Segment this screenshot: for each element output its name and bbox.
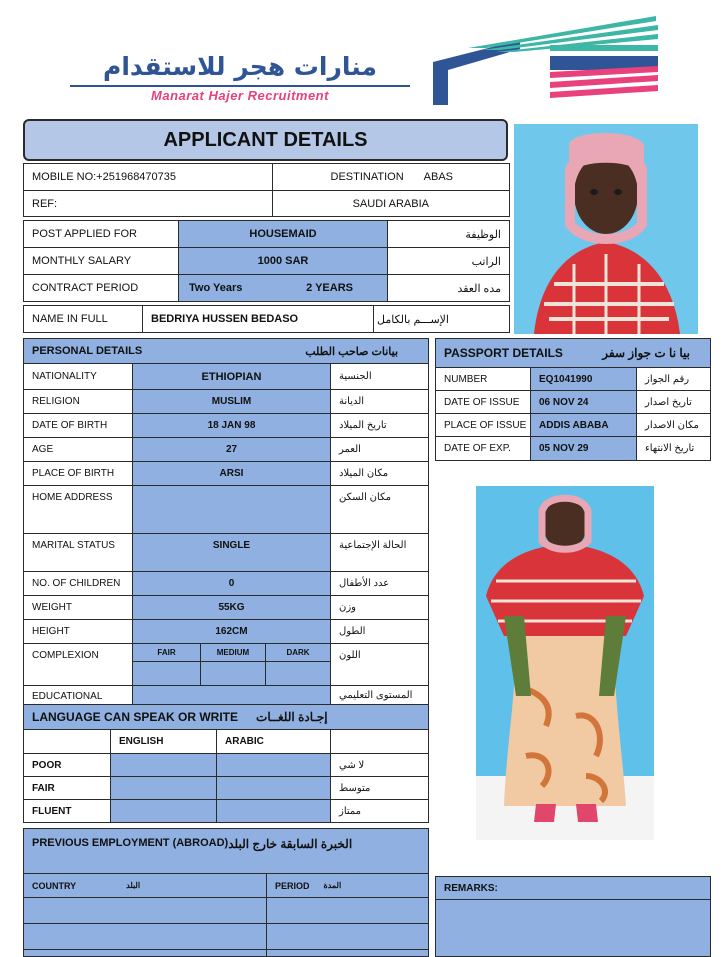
language-fluent-label-arabic: ممتاز bbox=[330, 799, 429, 823]
full-name-value: BEDRIYA HUSSEN BEDASO bbox=[142, 305, 374, 333]
employment-row-country bbox=[23, 949, 267, 957]
weight-arabic: وزن bbox=[330, 595, 429, 620]
salary-label-arabic: الراتب bbox=[387, 247, 510, 275]
dob-label: DATE OF BIRTH bbox=[23, 413, 133, 438]
brand-arabic: منارات هجر للاستقدام bbox=[103, 52, 377, 81]
mobile-number: MOBILE NO:+251968470735 bbox=[23, 163, 273, 191]
destination-country: SAUDI ARABIA bbox=[272, 190, 510, 217]
height-label: HEIGHT bbox=[23, 619, 133, 644]
brand-divider bbox=[70, 85, 410, 87]
nationality-label: NATIONALITY bbox=[23, 363, 133, 390]
education-label: EDUCATIONAL bbox=[23, 685, 133, 705]
applicant-full-body-photo bbox=[476, 486, 654, 840]
passport-number-label: NUMBER bbox=[435, 367, 531, 391]
brand-english: Manarat Hajer Recruitment bbox=[151, 88, 329, 103]
personal-heading-arabic: بيانات صاحب الطلب bbox=[305, 345, 398, 358]
destination-cell bbox=[272, 163, 510, 191]
contract-label-arabic: مده العقد bbox=[387, 274, 510, 302]
passport-exp-arabic: تاريخ الانتهاء bbox=[636, 436, 711, 461]
children-value: 0 bbox=[132, 571, 331, 596]
employment-heading-text: PREVIOUS EMPLOYMENT (ABROAD) bbox=[32, 837, 229, 849]
language-fair-english bbox=[110, 776, 217, 800]
post-label: POST APPLIED FOR bbox=[23, 220, 179, 248]
complexion-arabic: اللون bbox=[330, 643, 429, 686]
passport-heading-arabic: بيا نا ت جواز سفر bbox=[602, 346, 690, 360]
salary-label: MONTHLY SALARY bbox=[23, 247, 179, 275]
language-heading bbox=[23, 704, 429, 730]
contract-label: CONTRACT PERIOD bbox=[23, 274, 179, 302]
employment-heading-arabic: الخبرة السابقة خارج البلد bbox=[228, 837, 353, 851]
full-name-label-arabic: الإســـم بالكامل bbox=[373, 305, 510, 333]
language-heading-arabic: إجـادة اللغــات bbox=[256, 710, 328, 724]
employment-row-country bbox=[23, 923, 267, 950]
language-col-blank bbox=[330, 729, 429, 754]
age-arabic: العمر bbox=[330, 437, 429, 462]
complexion-dark-box bbox=[265, 661, 331, 686]
language-fair-arabic bbox=[216, 776, 331, 800]
complexion-label: COMPLEXION bbox=[23, 643, 133, 686]
language-fair-label-arabic: متوسط bbox=[330, 776, 429, 800]
employment-row-period bbox=[266, 923, 429, 950]
employment-period-arabic: المدة bbox=[323, 881, 342, 890]
language-poor-english bbox=[110, 753, 217, 777]
logo-roof-shape bbox=[433, 40, 520, 105]
employment-country-label: COUNTRY bbox=[32, 880, 77, 891]
passport-heading-text: PASSPORT DETAILS bbox=[444, 346, 563, 360]
language-col-arabic: ARABIC bbox=[216, 729, 331, 754]
page-title: APPLICANT DETAILS bbox=[23, 119, 508, 161]
employment-period-header bbox=[266, 873, 429, 898]
remarks-box bbox=[435, 899, 711, 957]
language-fluent-english bbox=[110, 799, 217, 823]
complexion-medium: MEDIUM bbox=[200, 643, 266, 662]
employment-period-label: PERIOD bbox=[275, 880, 310, 891]
dob-value: 18 JAN 98 bbox=[132, 413, 331, 438]
employment-row-country bbox=[23, 897, 267, 924]
company-logo bbox=[430, 12, 662, 108]
ref-label: REF: bbox=[23, 190, 273, 217]
post-label-arabic: الوظيفة bbox=[387, 220, 510, 248]
address-label: HOME ADDRESS bbox=[23, 485, 133, 534]
complexion-medium-box bbox=[200, 661, 266, 686]
complexion-dark: DARK bbox=[265, 643, 331, 662]
nationality-arabic: الجنسية bbox=[330, 363, 429, 390]
passport-heading bbox=[435, 338, 711, 368]
marital-value: SINGLE bbox=[132, 533, 331, 572]
language-corner bbox=[23, 729, 111, 754]
applicant-portrait-photo bbox=[514, 124, 698, 334]
passport-number-arabic: رقم الجواز bbox=[636, 367, 711, 391]
personal-details-heading bbox=[23, 338, 429, 364]
children-arabic: عدد الأطفال bbox=[330, 571, 429, 596]
passport-place-value: ADDIS ABABA bbox=[530, 413, 637, 437]
weight-value: 55KG bbox=[132, 595, 331, 620]
language-poor-label-arabic: لا شي bbox=[330, 753, 429, 777]
age-value: 27 bbox=[132, 437, 331, 462]
pob-arabic: مكان الميلاد bbox=[330, 461, 429, 486]
nationality-value: ETHIOPIAN bbox=[132, 363, 331, 390]
education-arabic: المستوى التعليمي bbox=[330, 685, 429, 705]
passport-number-value: EQ1041990 bbox=[530, 367, 637, 391]
language-fluent-arabic bbox=[216, 799, 331, 823]
employment-country-arabic: البلد bbox=[126, 881, 141, 890]
address-arabic: مكان السكن bbox=[330, 485, 429, 534]
full-name-label: NAME IN FULL bbox=[23, 305, 143, 333]
height-arabic: الطول bbox=[330, 619, 429, 644]
marital-label: MARITAL STATUS bbox=[23, 533, 133, 572]
complexion-fair-box bbox=[132, 661, 201, 686]
employment-heading bbox=[23, 828, 429, 874]
height-value: 162CM bbox=[132, 619, 331, 644]
language-fair-label: FAIR bbox=[23, 776, 111, 800]
weight-label: WEIGHT bbox=[23, 595, 133, 620]
marital-arabic: الحالة الإجتماعية bbox=[330, 533, 429, 572]
language-poor-label: POOR bbox=[23, 753, 111, 777]
age-label: AGE bbox=[23, 437, 133, 462]
children-label: NO. OF CHILDREN bbox=[23, 571, 133, 596]
remarks-label: REMARKS: bbox=[435, 876, 711, 900]
passport-exp-value: 05 NOV 29 bbox=[530, 436, 637, 461]
passport-issue-value: 06 NOV 24 bbox=[530, 390, 637, 414]
personal-heading-text: PERSONAL DETAILS bbox=[32, 345, 143, 357]
language-poor-arabic bbox=[216, 753, 331, 777]
religion-label: RELIGION bbox=[23, 389, 133, 414]
destination-value: ABAS bbox=[423, 171, 453, 183]
salary-value: 1000 SAR bbox=[178, 247, 388, 275]
passport-issue-label: DATE OF ISSUE bbox=[435, 390, 531, 414]
contract-value-words: Two Years bbox=[189, 282, 243, 294]
employment-country-header bbox=[23, 873, 267, 898]
passport-issue-arabic: تاريخ اصدار bbox=[636, 390, 711, 414]
religion-arabic: الديانة bbox=[330, 389, 429, 414]
destination-label: DESTINATION bbox=[330, 171, 404, 183]
pob-label: PLACE OF BIRTH bbox=[23, 461, 133, 486]
language-fluent-label: FLUENT bbox=[23, 799, 111, 823]
passport-place-label: PLACE OF ISSUE bbox=[435, 413, 531, 437]
complexion-fair: FAIR bbox=[132, 643, 201, 662]
religion-value: MUSLIM bbox=[132, 389, 331, 414]
post-value: HOUSEMAID bbox=[178, 220, 388, 248]
pob-value: ARSI bbox=[132, 461, 331, 486]
passport-place-arabic: مكان الاصدار bbox=[636, 413, 711, 437]
language-col-english: ENGLISH bbox=[110, 729, 217, 754]
employment-row-period bbox=[266, 949, 429, 957]
passport-exp-label: DATE OF EXP. bbox=[435, 436, 531, 461]
contract-value-number: 2 YEARS bbox=[306, 282, 353, 294]
education-value bbox=[132, 685, 331, 705]
logo-teal-bar bbox=[550, 45, 658, 51]
language-heading-text: LANGUAGE CAN SPEAK OR WRITE bbox=[32, 710, 239, 724]
employment-row-period bbox=[266, 897, 429, 924]
contract-value bbox=[178, 274, 388, 302]
dob-arabic: تاريخ الميلاد bbox=[330, 413, 429, 438]
address-value bbox=[132, 485, 331, 534]
